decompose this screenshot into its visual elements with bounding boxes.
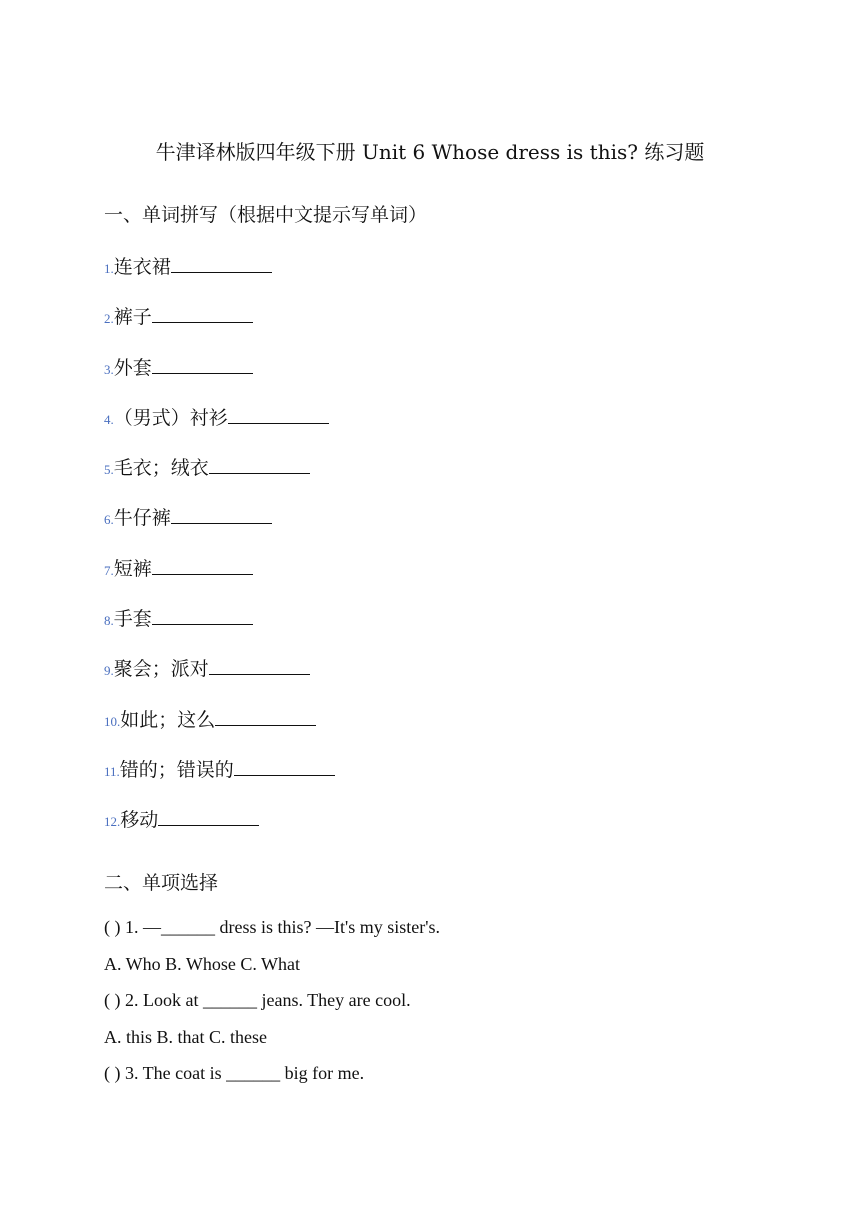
vocab-number: 9. (104, 663, 114, 679)
vocab-item (104, 755, 335, 805)
vocab-prompt: 手套 (113, 608, 152, 631)
answer-blank[interactable] (152, 556, 253, 575)
vocab-item (104, 453, 335, 503)
vocab-item (104, 252, 335, 302)
answer-blank[interactable] (209, 656, 310, 675)
vocab-prompt: 短裤 (113, 557, 152, 580)
vocab-prompt: 裤子 (113, 306, 152, 329)
vocab-item (104, 503, 335, 553)
vocab-item (104, 604, 335, 654)
multiple-choice-block (104, 914, 440, 1097)
page-title: 牛津译林版四年级下册 Unit 6 Whose dress is this? 练习题 (155, 140, 705, 164)
vocab-prompt: 如此；这么 (120, 708, 216, 731)
question-line: ( ) 2. Look at ______ jeans. They are cool. (104, 990, 411, 1011)
answer-blank[interactable] (152, 304, 253, 323)
answer-blank[interactable] (152, 355, 253, 374)
vocab-number: 5. (104, 462, 114, 478)
vocab-number: 1. (104, 261, 114, 276)
vocab-item (104, 705, 335, 755)
vocab-prompt: 错的；错误的 (119, 758, 234, 781)
answer-blank[interactable] (228, 405, 329, 424)
vocab-number: 2. (104, 311, 114, 327)
vocab-item (104, 403, 335, 453)
section-1-heading: 一、单词拼写（根据中文提示写单词） (104, 204, 428, 226)
answer-blank[interactable] (215, 707, 316, 726)
vocab-item (104, 654, 335, 704)
vocab-number: 3. (104, 361, 114, 377)
vocab-prompt: 移动 (120, 809, 159, 832)
vocab-number: 6. (104, 512, 114, 528)
vocab-prompt: 连衣裙 (113, 256, 171, 278)
question-line: A. Who B. Whose C. What (104, 953, 300, 974)
vocab-prompt: 外套 (113, 356, 152, 379)
answer-blank[interactable] (234, 757, 335, 776)
vocab-number: 10. (104, 713, 121, 729)
vocab-number: 12. (104, 814, 121, 830)
vocab-item (104, 302, 335, 352)
vocab-item (104, 554, 335, 604)
vocab-prompt: （男式）衬衫 (113, 406, 228, 429)
answer-blank[interactable] (158, 807, 259, 826)
answer-blank[interactable] (171, 254, 272, 273)
answer-blank[interactable] (152, 606, 253, 625)
answer-blank[interactable] (171, 505, 272, 524)
vocab-prompt: 牛仔裤 (113, 507, 171, 530)
vocab-prompt: 毛衣；绒衣 (113, 457, 209, 480)
question-line: ( ) 1. —______ dress is this? —It's my sister's. (104, 917, 440, 937)
vocab-item (104, 805, 335, 855)
vocab-item (104, 353, 335, 403)
section-2-heading: 二、单项选择 (104, 872, 219, 894)
answer-blank[interactable] (209, 455, 310, 474)
question-line: ( ) 3. The coat is ______ big for me. (104, 1063, 365, 1084)
vocab-number: 4. (104, 411, 114, 427)
vocab-number: 7. (104, 562, 114, 578)
vocab-list (104, 252, 335, 856)
vocab-number: 8. (104, 613, 114, 629)
question-line: A. this B. that C. these (104, 1026, 267, 1047)
vocab-prompt: 聚会；派对 (113, 658, 209, 681)
vocab-number: 11. (104, 763, 120, 779)
